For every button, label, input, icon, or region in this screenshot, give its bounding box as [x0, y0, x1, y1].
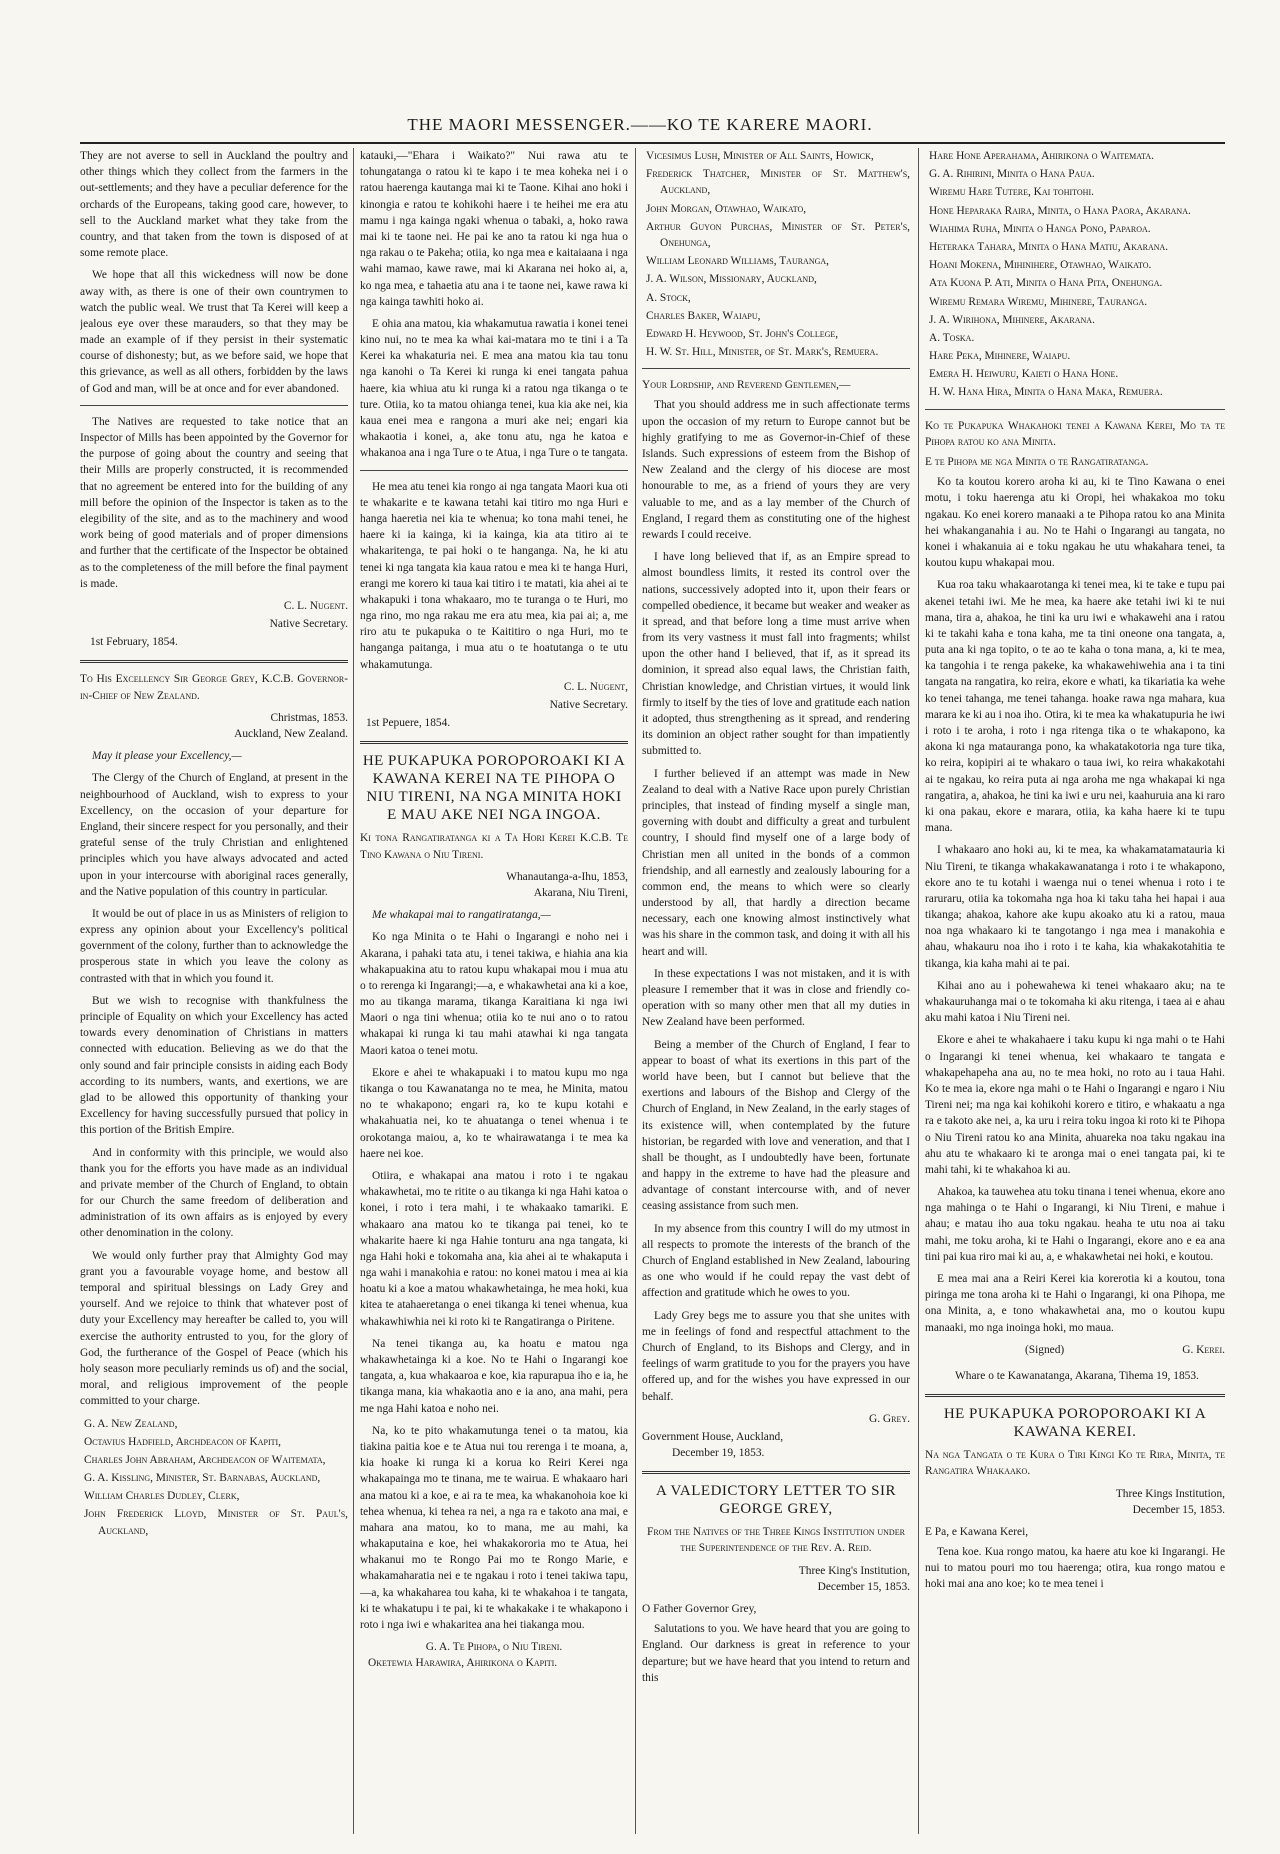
signatories-list [80, 1416, 348, 1539]
divider [360, 741, 628, 744]
signature-title: Native Secretary. [269, 618, 348, 631]
list-item: J. A. Wirihona, Mihinere, Akarana. [929, 313, 1095, 326]
signature: G. Grey. [869, 1412, 910, 1425]
paragraph: Being a member of the Church of England, I fear to appear to boast of what its exertions in this part of the world have been, but I cannot but believe that the exertions and labours of the Bishop and Clergy of the Church of England, in New Zealand, in the early stages of its existence will, when contemplated by the future historian, be regarded with love and veneration, and that I shall be thought, as I undoubtedly have been, fortunate and happy in the extreme to have had the pleasure and advantage of constant intercourse with, and of never ceasing assistance from such men. [642, 1038, 910, 1213]
list-item: G. A. New Zealand, [84, 1417, 178, 1430]
salutation [360, 907, 628, 923]
paragraph: Salutations to you. We have heard that you are going to England. Our darkness is great in reference to your departure; but we have heard that you intend to return and this [642, 1623, 910, 1684]
paragraph: Ekore e ahei te whakapuaki i to matou kupu mo nga tikanga o tou Kawanatanga no te mea, he Minita, matou no te whakapono; engari ra, ko te kupu kotahi e whakahuatia nei, ko te ahuatanga o tenei whenua i te orokotanga maiou, a, ko te whairawatanga i te mea ka haere nei koe. [360, 1066, 628, 1160]
paragraph: In my absence from this country I will do my utmost in all respects to promote the interests of the branch of the Church of England established in New Zealand, labouring as one who would if he could repay the vast debt of affection and gratitude which he owes to you. [642, 1222, 910, 1300]
list-item: Ata Kuona P. Ati, Minita o Hana Pita, Onehunga. [929, 277, 1163, 290]
column-divider [353, 148, 354, 1834]
signature: C. L. Nugent, [563, 680, 628, 693]
paragraph: Ekore e ahei te whakahaere i taku kupu ki nga mahi o te Hahi o Ingarangi ki tenei whenua, kei whakaaro te tangata e whakapehapeha ana au, no te mea hoki, no roto au i taua Hahi. Ko te mea ia, ekore nga mahi o te Hahi o Ingarangi e ngaro i Niu Tireni nei; ma nga kai kohikohi korero e titiro, e whakaatu a nga ra e takoto ake nei, a, ka uru i reira toku ingoa ki roto ki te Pihopa o Niu Tireni ratou ko ana Minita, ahuareka noa taku ngakau ina ahu atu te whakaaro ki te aronga mai o enei tangata pai, ki te mahi tahi, ki te whakahoa ki au. [925, 1034, 1225, 1176]
signature-line [925, 1342, 1225, 1358]
divider [925, 409, 1225, 410]
list-item: Wiremu Remara Wiremu, Mihinere, Tauranga. [929, 295, 1148, 308]
place-date: December 15, 1853. [817, 1580, 910, 1593]
article-heading: HE PUKAPUKA POROPOROAKI KI A KAWANA KEREI. [943, 1406, 1207, 1441]
divider [642, 1471, 910, 1474]
paragraph: Ko ta koutou korero aroha ki au, ki te Tino Kawana o enei motu, i toku haerenga atu ki Oropi, hei whakakoa mo toku ngakau. Ko enei korero manaaki a te Pihopa ratou ko ana Minita hei whakanganahia i au. No te Hahi o Ingarangi au tangata, no konei i whakanuia ai e toku ngakau he utu whakahara tenei, ta koutou kupu whakapai mou. [925, 476, 1225, 570]
paragraph: Tena koe. Kua rongo matou, ka haere atu koe ki Ingarangi. He nui to matou pouri mo tou haerenga; otira, kua rongo matou e hoki mai ana ano koe; ko te mea tenei i [925, 1546, 1225, 1591]
list-item: Hoani Mokena, Mihinihere, Otawhao, Waikato. [929, 259, 1152, 272]
list-item: Wiremu Hare Tutere, Kai tohitohi. [929, 186, 1094, 199]
column-divider [635, 148, 636, 1834]
paragraph: katauki,—"Ehara i Waikato?" Nui rawa atu te tohungatanga o ratou ki te kapo i te mea koheka nei i o ratou haerenga kautanga mai ki te Taone. Kihai ano hoki i kinongia e ratou te kohikohi haere i te heihei me era atu mamu i nga kainga ngaki whenua o tabaki, a, hoko rawa mai ki te taone nei. He pai ke ano ta ratou ki nga hua o nga rakau o te Pakeha; otiia, ko nga mea e kaitaiaana i nga wahi mamao, kawe rawe, mai ki Akarana nei hoko ai, a, ko nga mea, e tahaetia atu ana i te taone nei, kawe rawa ki nga kainga tawhiti hoko ai. [360, 150, 628, 308]
paragraph: I whakaaro ano hoki au, ki te mea, ka whakamatamatauria ki Niu Tireni, te tikanga whakakawanatanga i roto i te whakapono, ekore ano te tu kotahi i waenga nui o tenei whenua i roto i te raruraru, otiia ka tokomaha nga hoa ki taku taha hei hapai i aua tikanga; ahakoa, kahore ake kupu akoako atu ki a ratou, maua noa nga whakaaro ki te tangotango i nga mea i manakohia e ahau, whakauru noa iho i roto i te kaha, kia whakakotahitia te tikanga, kia kaha mahi ai te pai. [925, 844, 1225, 970]
column-3 [642, 148, 910, 1834]
signatories-list [642, 148, 910, 360]
place-date: Akarana, Niu Tireni, [533, 886, 628, 899]
signed-label: (Signed) [1025, 1343, 1065, 1356]
list-item: Octavius Hadfield, Archdeacon of Kapiti, [84, 1435, 282, 1448]
signature: G. A. Te Pihopa, o Niu Tireni. [425, 1641, 563, 1654]
place-date: December 15, 1853. [1132, 1503, 1225, 1516]
list-item: Wiahima Ruha, Minita o Hanga Pono, Paparoa. [929, 222, 1151, 235]
divider [360, 470, 628, 471]
place-date: Whanautanga-a-Ihu, 1853, [506, 870, 628, 883]
paragraph: It would be out of place in us as Ministers of religion to express any opinion about your Excellency's political government of the colony, further than to acknowledge the prosperous state in which you leave the colony as contrasted with that in which you found it. [80, 907, 348, 985]
list-item: Emera H. Heiwuru, Kaieti o Hana Hone. [929, 368, 1119, 381]
list-item: A. Stock, [646, 291, 691, 304]
signature: Oketewia Harawira, Ahirikona o Kapiti. [368, 1657, 558, 1670]
masthead: THE MAORI MESSENGER.——KO TE KARERE MAORI. [407, 115, 873, 134]
masthead-rule [80, 142, 1225, 144]
article-heading: A VALEDICTORY LETTER TO SIR GEORGE GREY, [656, 1483, 896, 1518]
article-heading: HE PUKAPUKA POROPOROAKI KI A KAWANA KEREI NA TE PIHOPA O NIU TIRENI, NA NGA MINITA HOKI E MAU AKE NEI NGA INGOA. [362, 753, 626, 824]
paragraph: But we wish to recognise with thankfulness the principle of Equality on which your Excellency has acted towards every denomination of Christians in matters connected with education. Believing as we do that the only sound and fair principle consists in aiding each Body according to its numbers, wants, and exertions, we are glad to be allowed this opportunity of thanking your Excellency for having successfully pursued that policy in this portion of the British Empire. [80, 994, 348, 1137]
salutation: O Father Governor Grey, [642, 1603, 757, 1615]
place-date: Government House, Auckland, [642, 1430, 784, 1443]
list-item: Frederick Thatcher, Minister of St. Matthew's, Auckland, [646, 168, 910, 197]
columns [80, 148, 1225, 1834]
list-item: J. A. Wilson, Missionary, Auckland, [646, 273, 817, 286]
paragraph: E ohia ana matou, kia whakamutua rawatia i konei tenei kino nui, no te mea ka whai kai-matara mo te tini i a Ta Kerei ka whakaturia nei. E mea ana matou kia tau tonu nga kanohi o Ta Kerei ki runga ki enei tangata pahua haere, kia whiua atu ki runga ki a ratou nga tikanga o te ture. Otiia, ko ta matou ohianga tenei, kua kia ake nei, kia kaua enei mea e rangona a muri ake nei; engari kia whakaotia i konei, a, ake tonu atu, nga he katoa e whakanoa ana i nga Ture o te Atua, i nga Ture o te tangata. [360, 317, 628, 460]
paragraph: Otiira, e whakapai ana matou i roto i te ngakau whakawhetai, mo te ritite o au tikanga ki nga Hahi katoa o konei, i roto i tera mahi, i te whakaako tamariki. E whakaaro ana matou ko te tikanga pai tenei, ko te whakarite haere ki nga Hahie tonturu ana nga tangata, ki nga Hahi hoki e tokomaha ana, kia ahei ai te whakaputa i nga wahi i manakohia e ratou: no konei matou i mea ai kia hoatu ki a koe a matou whakawhetainga, he mea hoki, kua kitea te atahaeretanga o enei tikanga ki tenei whenua, kua whakawhiwhia nei ki roto ki te Rangatiranga o Piritene. [360, 1169, 628, 1328]
paragraph: The Clergy of the Church of England, at present in the neighbourhood of Auckland, wish to express to your Excellency, on the occasion of your departure for England, their sincere respect for you personally, and their grateful sense of the truly Christian and enlightened principles which you have always advocated and acted upon in your intercourse with aboriginal races generally, and the Native population of this country in particular. [80, 772, 348, 898]
paragraph: Ahakoa, ka tauwehea atu toku tinana i tenei whenua, ekore ano nga mahinga o te Hahi o Ingarangi, ki Niu Tireni, e mahue i ahau; e matau iho aua toku ngakau. heaha te utu noa ai taku mahi, me toku aroha, ki te Hahi o Ingarangi, ekore ano e ea ana tini pai kua riro mai ki au, a, e whakawhetai nei hoki, e koutou. [925, 1186, 1225, 1263]
paragraph: And in conformity with this principle, we would also thank you for the efforts you have made as an individual and private member of the Church of England, to obtain for our Church the same freedom of deliberation and administration of its own affairs as is enjoyed by every other denomination in the colony. [80, 1146, 348, 1240]
divider [80, 405, 348, 406]
salutation: E Pa, e Kawana Kerei, [925, 1525, 1029, 1538]
divider [642, 368, 910, 369]
list-item: Edward H. Heywood, St. John's College, [646, 327, 839, 340]
divider [80, 660, 348, 663]
list-item: Hare Hone Aperahama, Ahirikona o Waitemata. [929, 150, 1155, 162]
place-date: Auckland, New Zealand. [234, 728, 348, 740]
place-date: Christmas, 1853. [270, 711, 348, 724]
paragraph: They are not averse to sell in Auckland the poultry and other things which they collect from the farmers in the out-settlements; and they have a peculiar deference for the orchards of the Europeans, taking good care, however, to sell to the Auckland market what they take from the country, and that taken from the town is disposed of at some remote place. [80, 150, 348, 260]
list-item: William Charles Dudley, Clerk, [84, 1490, 240, 1503]
paragraph: In these expectations I was not mistaken, and it is with pleasure I remember that it was in close and friendly co-operation with so many other men that all my duties in New Zealand have been performed. [642, 967, 910, 1029]
signatories-list [925, 148, 1225, 401]
list-item: Heteraka Tahara, Minita o Hana Matiu, Akarana. [929, 240, 1169, 253]
article-subheading: From the Natives of the Three Kings Institution under the Superintendence of the Rev. A. Reid. [647, 1526, 905, 1555]
column-1 [80, 148, 348, 1834]
paragraph: Na, ko te pito whakamutunga tenei o ta matou, kia tiakina paitia koe e te Atua nui tou rerenga i te moana, a, kia hoake ki runga ki a korua ko Reiri Kerei nga whakapainga mo te tinana, me te wairua. E whakaaro hari ana matou ki a koe, e ai ra te mea, ka whakanohoia koe ki tehea whenua, ki tehea ra nei, a nga ra e takoto ana mai, e mahara ana matou, ko to mana, me au mahi, ka whakaputaina e koe, hei whakakororia mo te Atua, hei whakanui mo te Rongo Pai mo te Rongo Marie, e whakamaharatia nei e te ngakau i roto i tenei takiwa tapu,—a, ka whakaharea tou kaha, ki te whakahoa i te tangata, ki te whakatupu i te pai, ki te whakakake i te whakapono i roto i nga iwi e whakaritea ana hei tiakanga mou. [360, 1424, 628, 1631]
column-divider [918, 148, 919, 1834]
list-item: Arthur Guyon Purchas, Minister of St. Peter's, Onehunga, [646, 220, 910, 249]
paragraph: That you should address me in such affectionate terms upon the occasion of my return to Europe cannot but be highly gratifying to me as Governor-in-Chief of these Islands. Such expressions of esteem from the Bishop of New Zealand and the clergy of his diocese are most honourable to me, as a friend of yours they are very valuable to me, and as a lay member of the Church of England, I regard them as constituting one of the highest rewards I could receive. [642, 399, 910, 541]
salutation: Your Lordship, and Reverend Gentlemen,— [642, 379, 851, 392]
address-heading: Ki tona Rangatiratanga ki a Ta Hori Kerei K.C.B. Te Tino Kawana o Niu Tireni. [360, 832, 628, 861]
list-item: John Frederick Lloyd, Minister of St. Paul's, Auckland, [84, 1508, 348, 1537]
paragraph: Na tenei tikanga au, ka hoatu e matou nga whakawhetainga ki a koe. No te Hahi o Ingarangi koe tangata, a, kua whakaaroa e koe, kia rapurapua iho e ia, he tikanga mana, kia whakaotia ano e ia ano, ana mahi, pera me nga Hahi katoa e noho nei. [360, 1337, 628, 1415]
list-item: Hone Heparaka Raira, Minita, o Hana Paora, Akarana. [929, 204, 1191, 217]
paragraph: We hope that all this wickedness will now be done away with, as there is one of their own countrymen to watch the public weal. We trust that Ta Kerei will keep a jealous eye over these marauders, so that they may be made an example of if they persist in their systematic course of dishonesty; but, as we before said, we hope that this grievance, as well as all others, forbidden by the laws of God and man, will be at once and for ever abandoned. [80, 269, 348, 395]
column-4 [925, 148, 1225, 1834]
salutation: E te Pihopa me nga Minita o te Rangatiratanga. [925, 456, 1149, 468]
place-date: December 19, 1853. [672, 1447, 765, 1460]
salutation-text: May it please your Excellency,— [92, 750, 242, 763]
paragraph: E mea mai ana a Reiri Kerei kia korerotia ki a koutou, tona piringa me tona aroha ki te Hahi o Ingarangi, ki ona Pihopa, me ona Minita, a, e tono whakawhetai ana, mo o koutou kupu manaaki, mo nga inoinga hoki, mo maua. [925, 1273, 1225, 1334]
paragraph: Lady Grey begs me to assure you that she unites with me in feelings of fond and respectful attachment to the Church of England, to its Bishops and Clergy, and in feelings of warm gratitude to you for the prayers you have offered up, and for the wishes you have expressed in our behalf. [642, 1309, 910, 1403]
list-item: H. W. St. Hill, Minister, of St. Mark's, Remuera. [646, 346, 879, 359]
divider [925, 1394, 1225, 1397]
notice-paragraph: The Natives are requested to take notice that an Inspector of Mills has been appointed by the Governor for the purpose of going about the country and seeing that their Mills are properly constructed, it is recommended that no agreement be entered into for the building of any mill before the opinion of the Inspector is taken as to the elegibility of the site, and as to the machinery and wood work being of good materials and of proper dimensions and further that the certificate of the Inspector be obtained as to the completeness of the mill before the final payment is made. [80, 415, 348, 590]
list-item: Charles Baker, Waiapu, [646, 309, 761, 322]
list-item: William Leonard Williams, Tauranga, [646, 255, 830, 268]
list-item: A. Toska. [929, 331, 975, 344]
address-heading: To His Excellency Sir George Grey, K.C.B. Governor-in-Chief of New Zealand. [80, 673, 348, 702]
section-heading: Ko te Pukapuka Whakahoki tenei a Kawana Kerei, Mo ta te Pihopa ratou ko ana Minita. [925, 419, 1225, 448]
list-item: G. A. Rihirini, Minita o Hana Paua. [929, 168, 1095, 181]
paragraph: Kua roa taku whakaarotanga ki tenei mea, ki te take e tupu pai akenei tetahi iwi. Me he mea, ka haere ake tetahi iwi ki te nui mana, tira a, ahakoa, he tini ka uru iwi e whakawehi ana i ratou ki te takahi kaha e tona kaha, me ta tini oneone ona tangata, a, puta ana ki nga topito, o te ao te kaha o tona mana, a, ki te mea, ka tangohia i te renga pakeke, ka whakawehiwehia ana i ta tini tangata na rangatira, ko reira, ekore e whati, ka tikariatia ka wehe ko tenei tahanga, me tenei tahanga. hoake rawa nga mahara, kua marara ke ki au i noa iho. Otira, ki te mea ka whakatupuria he iwi i roto i te aroha, i roto i nga ritenga tika o te whakapono, ka akona ki nga matauranga pono, ka whakatakotoria nga ture tika, ko reira, kopipiri ai te whakaro o taua iwi, ko reira whakakotahi ai te ngakau, ko reira puta ai nga aroha me nga whakapai ki nga rangatira, a, ahakoa, he tini ka iwi e uru nei, kaahuruia ana ki raro ki ona pakau, ekore e marara, otiia, ka kaha haere ki te tupu mana. [925, 579, 1225, 835]
article-subheading: Na nga Tangata o te Kura o Tiri Kingi Ko te Rira, Minita, te Rangatira Whakaako. [925, 1449, 1225, 1478]
paragraph: I further believed if an attempt was made in New Zealand to deal with a Native Race upon purely Christian principles, that instead of finding myself a single man, governing with doubt and difficulty a great and turbulent country, I should find myself one of a large body of Christian men all united in the bonds of a common friendship, and all earnestly and zealously labouring for a common end, the means to which were so clearly understood by all, that hardly a direction became necessary, each one knowing almost instinctively what was his share in the common task, and doing it with all his heart and will. [642, 767, 910, 958]
paragraph: Ko nga Minita o te Hahi o Ingarangi e noho nei i Akarana, i pahaki tata atu, i tenei takiwa, e hiahia ana kia whakapuakina atu to ratou kupu whakapai mou i mua atu o to rerenga ki Ingarangi;—a, e whakawhetai ana ki a koe, mo au tikanga marama, tikanga Karaitiana ki nga iwi Maori o nga tini whenua; otiia ko te nui ano o to ratou whakapai ki runga ki tau mahi atawhai ki nga tangata Maori katoa o tenei motu. [360, 931, 628, 1057]
column-2 [360, 148, 628, 1834]
salutation-text: Me whakapai mai to rangatiratanga,— [372, 909, 551, 922]
signature-title: Native Secretary. [549, 699, 628, 711]
place-date: Whare o te Kawanatanga, Akarana, Tihema 19, 1853. [955, 1369, 1199, 1382]
list-item: Hare Peka, Mihinere, Waiapu. [929, 350, 1071, 363]
list-item: Vicesimus Lush, Minister of All Saints, Howick, [646, 150, 874, 162]
dateline: 1st Pepuere, 1854. [366, 717, 451, 730]
list-item: H. W. Hana Hira, Minita o Hana Maka, Remuera. [929, 386, 1163, 399]
signature: C. L. Nugent. [283, 599, 348, 612]
paragraph: I have long believed that if, as an Empire spread to almost boundless limits, it rested its control over the nations, successively adopted into it, upon their fears or compelled obedience, it became but weaker and weaker as it spread, and that before long a time must arrive when from its very vastness it must fall into fragments; whilst upon the other hand I believed, that if, as it spread its dominion, it spread also equal laws, the Christian faith, Christian knowledge, and Christian virtues, it would link firmly to itself by the ties of love and gratitude each nation it adopted, thus strengthening as it spread, and rendering its dominion an object rather sought for than impatiently submitted to. [642, 551, 910, 758]
list-item: John Morgan, Otawhao, Waikato, [646, 202, 807, 215]
paragraph: We would only further pray that Almighty God may grant you a favourable voyage home, and bestow all temporal and spiritual blessings on Lady Grey and yourself. And we rejoice to think that whatever post of duty your Excellency may hereafter be called to, you will exercise the authority entrusted to you, for the glory of God, the furtherance of the Gospel of Peace (which his holy season more peculiarly reminds us of) and the social, moral, and religious improvement of the people committed to your charge. [80, 1249, 348, 1408]
list-item: G. A. Kissling, Minister, St. Barnabas, Auckland, [84, 1472, 321, 1485]
list-item: Charles John Abraham, Archdeacon of Waitemata, [84, 1453, 326, 1466]
paragraph: Kihai ano au i pohewahewa ki tenei whakaaro aku; na te whakauruhanga mai o te tokomaha ki aku ritenga, i taea ai e ahau aku mahi katoa i Niu Tireni nei. [925, 979, 1225, 1025]
place-date: Three Kings Institution, [1115, 1487, 1225, 1500]
signature: G. Kerei. [1182, 1343, 1225, 1356]
place-date: Three King's Institution, [798, 1564, 910, 1577]
salutation [80, 748, 348, 764]
dateline: 1st February, 1854. [90, 636, 178, 649]
notice-paragraph: He mea atu tenei kia rongo ai nga tangata Maori kua oti te whakarite e te kawana tetahi kai titiro mo nga Huri e hanga haeretia nei kia te whenua; ko tona mahi tenei, he haere ki ia kainga, ki ia kainga, kia ata titiro ai te whakaritenga, te pai hoki o te hanganga. Na, he ki atu tenei ki nga tangata kia kaua ratou e mea ki te hanga Huri, erangi me korero ki taua kai titiro i te matati, kia ahei ai te whakapuki i tona whakaaro, mo te turanga o te Huri, mo nga rino, mo nga rakau me era atu mea, kia pai ai; a, me riro atu te pukapuka o te Kaititiro o nga Huri, mo te hanganga paitanga, i mua atu o te hoatutanga o te utu whakamutunga. [360, 480, 628, 671]
